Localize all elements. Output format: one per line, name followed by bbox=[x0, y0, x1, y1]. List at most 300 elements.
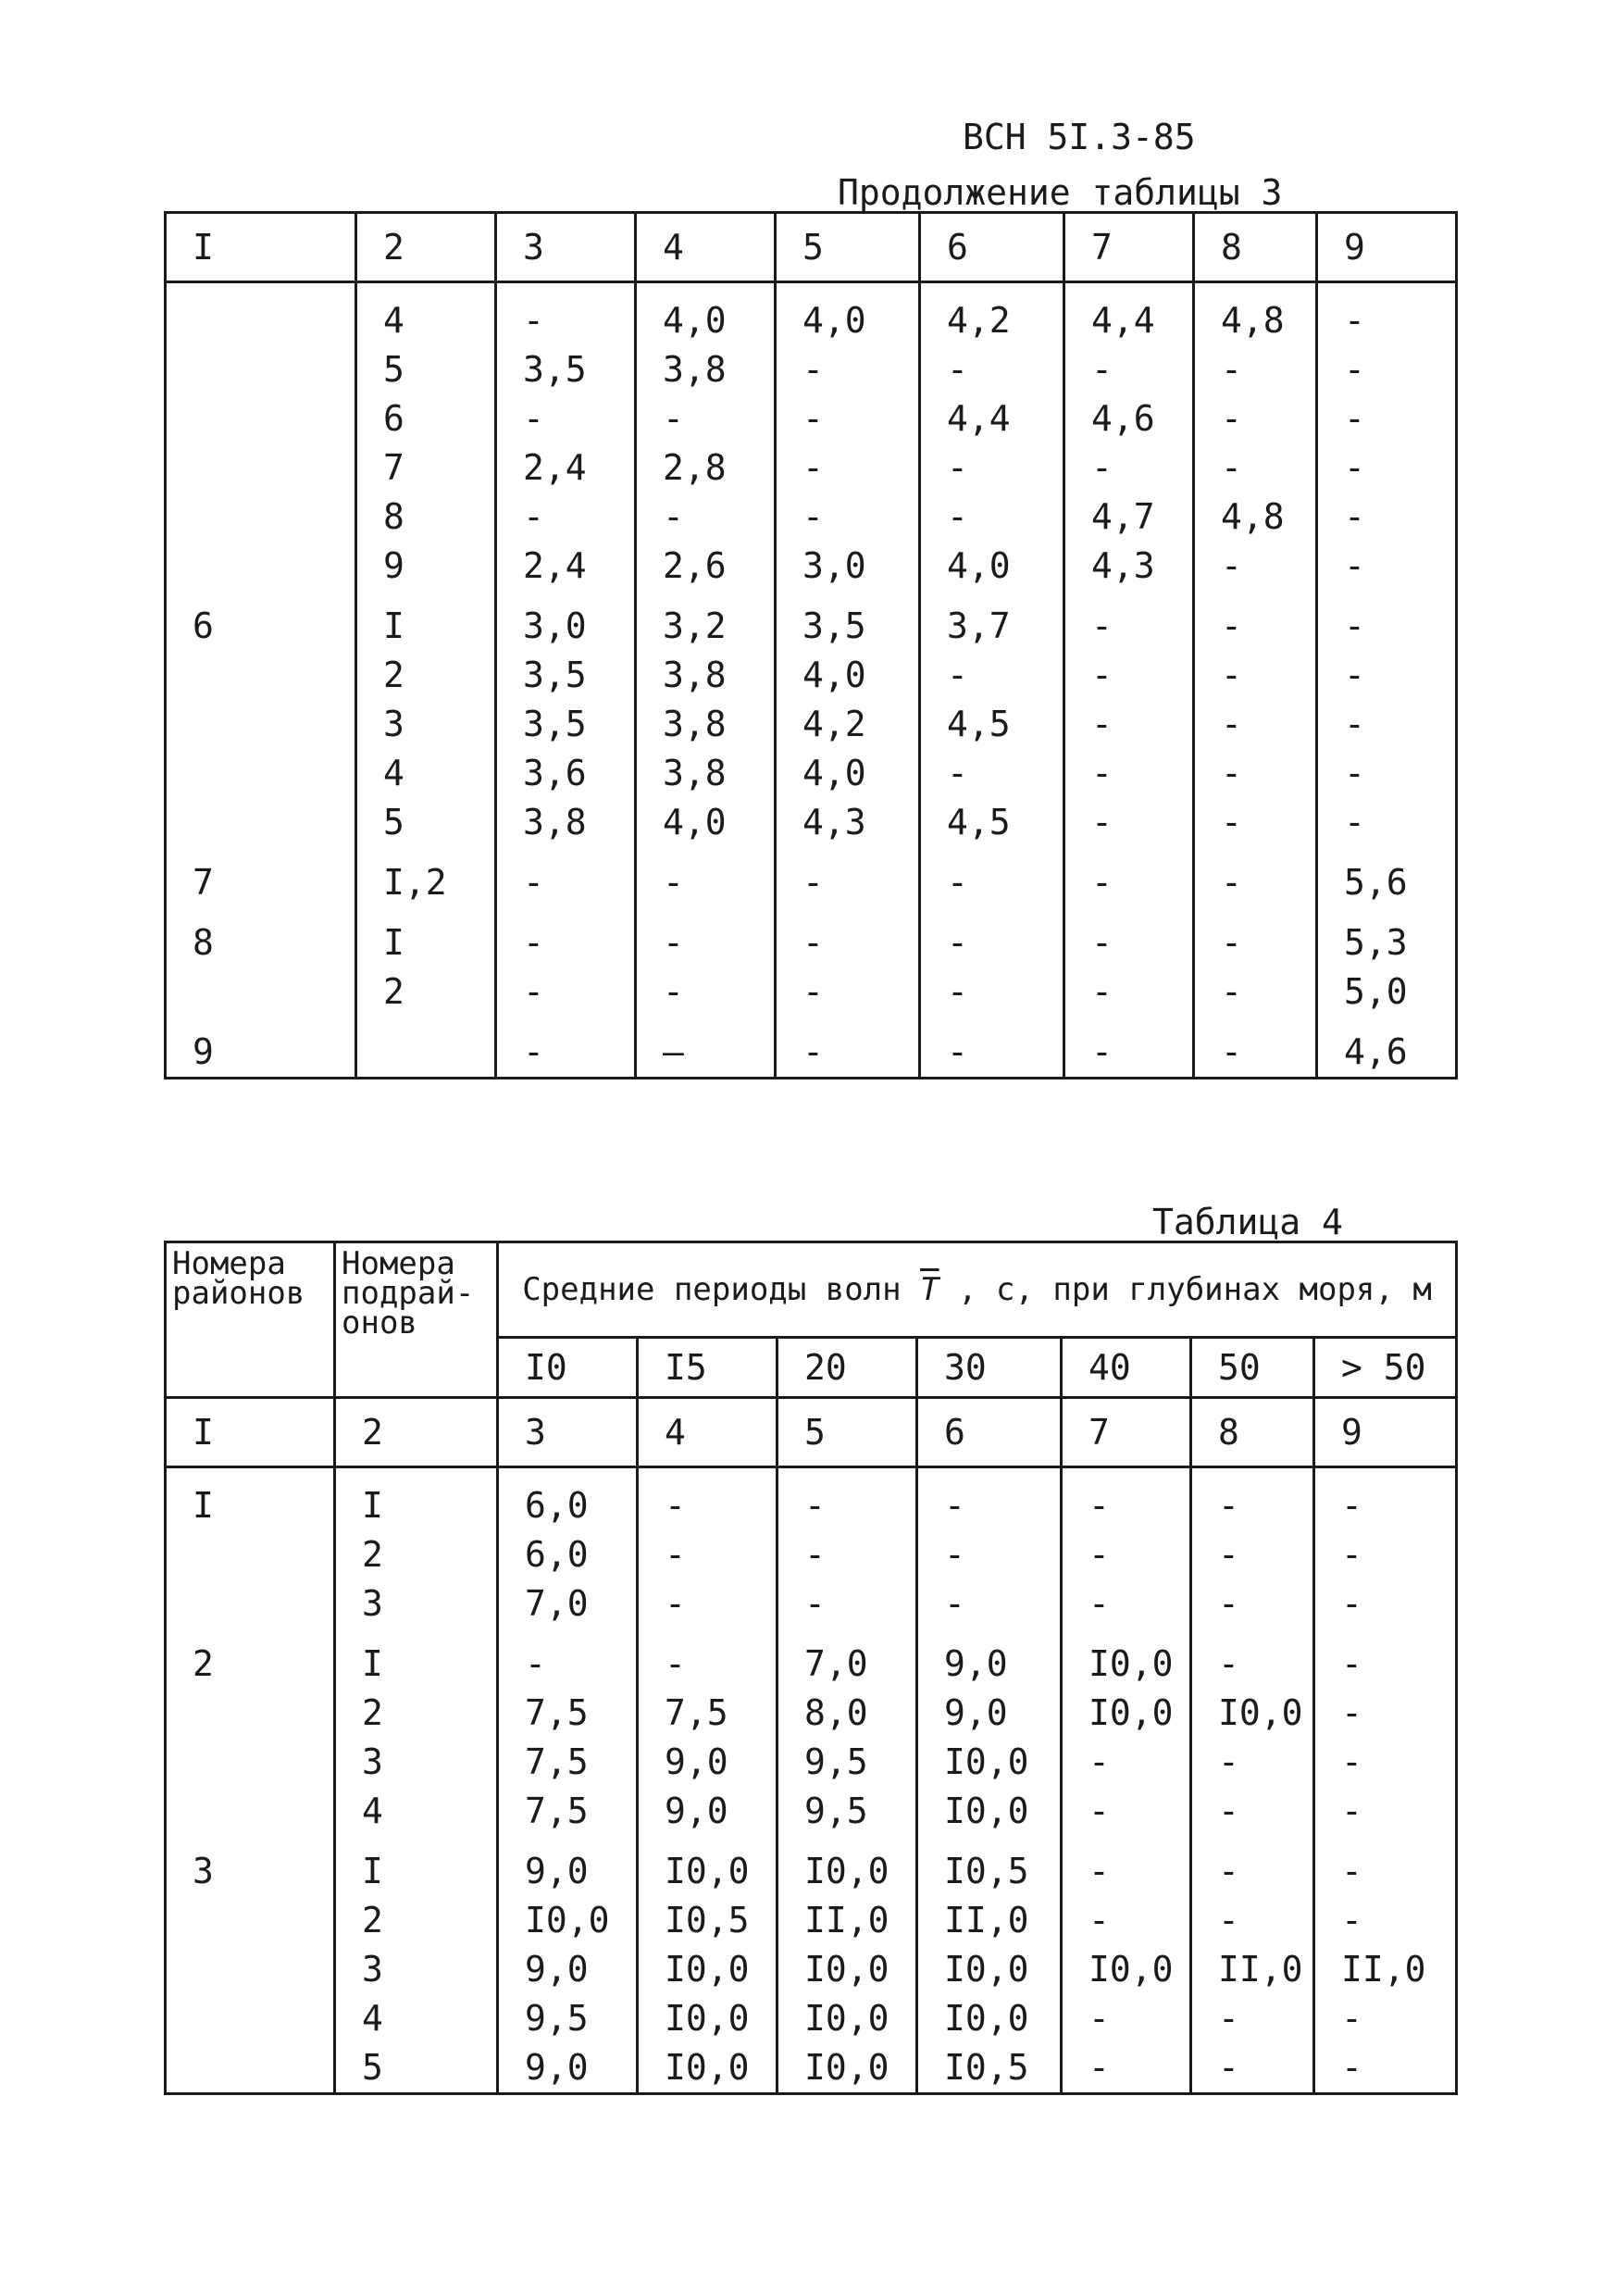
table-cell-value: I0,0 bbox=[944, 1741, 1029, 1782]
table-cell-value: - bbox=[804, 1534, 826, 1575]
table-cell-value: 4,7 bbox=[1091, 496, 1155, 537]
region-number: 2 bbox=[193, 1643, 214, 1684]
table-cell-value: 9,5 bbox=[804, 1791, 868, 1831]
table-cell-value: - bbox=[944, 1485, 965, 1526]
table-cell-value: - bbox=[523, 496, 544, 537]
table-cell-value: - bbox=[1218, 1900, 1239, 1940]
region-number: I bbox=[193, 1485, 214, 1526]
subregion-number: I,2 bbox=[383, 862, 447, 903]
region-number bbox=[193, 1945, 333, 1994]
table-cell-value: II,0 bbox=[1218, 1949, 1303, 1990]
table-cell-value: - bbox=[1218, 1791, 1239, 1831]
table-cell-value: - bbox=[1344, 349, 1365, 390]
table-cell-value: - bbox=[523, 922, 544, 963]
table-cell-value: 3,8 bbox=[663, 704, 727, 744]
value-column bbox=[498, 1467, 638, 2094]
table-cell-value: 3,7 bbox=[947, 605, 1011, 646]
table-cell-value: 2,4 bbox=[523, 447, 587, 488]
column-number: 8 bbox=[1194, 213, 1317, 282]
region-number: 8 bbox=[193, 922, 214, 963]
table-cell-value: - bbox=[804, 1583, 826, 1624]
table-cell-value: - bbox=[947, 655, 968, 695]
table-cell-value: - bbox=[1344, 802, 1365, 842]
table-cell-value: 6,0 bbox=[525, 1534, 589, 1575]
table-cell-value: - bbox=[944, 1583, 965, 1624]
table4-body bbox=[166, 1467, 1457, 2094]
value-column bbox=[1191, 1467, 1314, 2094]
table-cell-value: II,0 bbox=[1341, 1949, 1426, 1990]
subregion-number: 2 bbox=[362, 1692, 383, 1733]
region-number bbox=[193, 542, 354, 591]
subregion-number: 4 bbox=[362, 1998, 383, 2039]
table-cell-value: - bbox=[1341, 1534, 1362, 1575]
region-number: 7 bbox=[193, 862, 214, 903]
table-cell-value: - bbox=[1341, 1851, 1362, 1891]
table-cell-value: I0,0 bbox=[944, 1949, 1029, 1990]
table-cell-value: 7,5 bbox=[525, 1741, 589, 1782]
region-number: 6 bbox=[193, 605, 214, 646]
table-cell-value: - bbox=[1221, 862, 1242, 903]
table-cell-value: 9,0 bbox=[525, 1949, 589, 1990]
table-cell-value: 7,5 bbox=[665, 1692, 728, 1733]
table-cell-value: - bbox=[1088, 2047, 1110, 2088]
table4 bbox=[164, 1241, 1458, 2095]
table-cell-value: 4,0 bbox=[802, 300, 866, 341]
region-number bbox=[193, 1579, 333, 1628]
column-number: 5 bbox=[777, 1398, 917, 1467]
table-cell-value: 4,2 bbox=[802, 704, 866, 744]
table-cell-value: 3,6 bbox=[523, 753, 587, 793]
subregion-number: I bbox=[362, 1851, 383, 1891]
table-cell-value: 4,5 bbox=[947, 802, 1011, 842]
table-cell-value: - bbox=[1088, 1791, 1110, 1831]
table-cell-value: - bbox=[947, 447, 968, 488]
value-column bbox=[1317, 282, 1457, 1079]
table-cell-value: I0,0 bbox=[804, 1998, 889, 2039]
table-cell-value: 4,2 bbox=[947, 300, 1011, 341]
table-cell-value: - bbox=[1088, 1998, 1110, 2039]
value-column bbox=[1194, 282, 1317, 1079]
table-cell-value: - bbox=[802, 398, 824, 439]
table-cell-value: 7,5 bbox=[525, 1791, 589, 1831]
table-cell-value: - bbox=[663, 862, 684, 903]
table-cell-value: — bbox=[663, 1031, 684, 1072]
region-number bbox=[193, 1530, 333, 1579]
table-cell-value: 4,3 bbox=[1091, 545, 1155, 586]
document-code: ВСН 5I.3-85 bbox=[963, 117, 1196, 157]
subregion-number: 2 bbox=[383, 655, 404, 695]
table-cell-value: - bbox=[1218, 2047, 1239, 2088]
region-number: 3 bbox=[193, 1851, 214, 1891]
table-cell-value: - bbox=[1218, 1485, 1239, 1526]
table-cell-value: - bbox=[665, 1534, 686, 1575]
subregion-number: 4 bbox=[383, 753, 404, 793]
column-number: 3 bbox=[496, 213, 636, 282]
value-column bbox=[638, 1467, 777, 2094]
region-number bbox=[193, 493, 354, 542]
table-cell-value: 9,5 bbox=[525, 1998, 589, 2039]
table-cell-value: - bbox=[665, 1485, 686, 1526]
table-cell-value: 4,0 bbox=[802, 753, 866, 793]
table-cell-value: - bbox=[1221, 349, 1242, 390]
depth-header: > 50 bbox=[1314, 1338, 1457, 1398]
subregion-number bbox=[383, 1028, 494, 1077]
depth-header: 30 bbox=[917, 1338, 1062, 1398]
table-cell-value: - bbox=[1088, 1485, 1110, 1526]
value-column bbox=[1062, 1467, 1191, 2094]
table-cell-value: - bbox=[1088, 1583, 1110, 1624]
table-cell-value: - bbox=[944, 1534, 965, 1575]
subregion-column bbox=[356, 282, 496, 1079]
table-cell-value: - bbox=[947, 496, 968, 537]
column-number: 4 bbox=[638, 1398, 777, 1467]
table-cell-value: I0,0 bbox=[1088, 1949, 1174, 1990]
table-cell-value: - bbox=[1221, 704, 1242, 744]
subregion-number: 2 bbox=[362, 1900, 383, 1940]
region-number bbox=[193, 651, 354, 700]
table-cell-value: 3,0 bbox=[802, 545, 866, 586]
table-cell-value: - bbox=[523, 971, 544, 1012]
table-cell-value: 4,6 bbox=[1091, 398, 1155, 439]
table-cell-value: 5,3 bbox=[1344, 922, 1408, 963]
region-number bbox=[193, 394, 354, 443]
depth-header: 50 bbox=[1191, 1338, 1314, 1398]
table-cell-value: I0,0 bbox=[944, 1998, 1029, 2039]
subregion-column bbox=[335, 1467, 498, 2094]
column-number: 9 bbox=[1317, 213, 1457, 282]
table-cell-value: - bbox=[1341, 1485, 1362, 1526]
table-cell-value: I0,0 bbox=[1088, 1643, 1174, 1684]
table-cell-value: I0,0 bbox=[665, 2047, 750, 2088]
table-cell-value: - bbox=[1344, 545, 1365, 586]
table-cell-value: - bbox=[1341, 1998, 1362, 2039]
region-number bbox=[193, 1994, 333, 2043]
column-number: I bbox=[166, 1398, 335, 1467]
table-cell-value: 3,0 bbox=[523, 605, 587, 646]
table-cell-value: 3,8 bbox=[663, 349, 727, 390]
table-cell-value: 3,8 bbox=[523, 802, 587, 842]
column-number: 8 bbox=[1191, 1398, 1314, 1467]
table-cell-value: - bbox=[1218, 1534, 1239, 1575]
table-cell-value: - bbox=[663, 398, 684, 439]
subregion-number: 9 bbox=[383, 545, 404, 586]
region-number bbox=[193, 749, 354, 798]
table-cell-value: - bbox=[1341, 1583, 1362, 1624]
value-column bbox=[776, 282, 920, 1079]
table-cell-value: 2,4 bbox=[523, 545, 587, 586]
value-column bbox=[917, 1467, 1062, 2094]
table-cell-value: - bbox=[1221, 802, 1242, 842]
table-cell-value: - bbox=[1221, 753, 1242, 793]
column-number: 5 bbox=[776, 213, 920, 282]
table-cell-value: - bbox=[525, 1643, 546, 1684]
value-column bbox=[496, 282, 636, 1079]
table-cell-value: - bbox=[1091, 753, 1113, 793]
table-cell-value: - bbox=[1091, 971, 1113, 1012]
table-cell-value: - bbox=[947, 971, 968, 1012]
subregion-number: 2 bbox=[362, 1534, 383, 1575]
column-number: 7 bbox=[1062, 1398, 1191, 1467]
table-cell-value: - bbox=[947, 922, 968, 963]
table-cell-value: 7,5 bbox=[525, 1692, 589, 1733]
table-cell-value: - bbox=[523, 398, 544, 439]
table-cell-value: - bbox=[663, 496, 684, 537]
table-cell-value: 7,0 bbox=[525, 1583, 589, 1624]
subregion-number: 5 bbox=[362, 2047, 383, 2088]
column-number: 7 bbox=[1064, 213, 1194, 282]
table-cell-value: - bbox=[802, 971, 824, 1012]
subregion-number: 3 bbox=[383, 704, 404, 744]
table-cell-value: - bbox=[1344, 398, 1365, 439]
table4-caption: Таблица 4 bbox=[1152, 1202, 1343, 1242]
table-cell-value: I0,0 bbox=[525, 1900, 610, 1940]
table-cell-value: - bbox=[1344, 300, 1365, 341]
table-cell-value: - bbox=[947, 862, 968, 903]
region-number bbox=[193, 345, 354, 394]
column-number: 2 bbox=[335, 1398, 498, 1467]
header-period-symbol: $\overline{T}$ bbox=[920, 1271, 939, 1308]
table4-column-numbers bbox=[166, 1398, 1457, 1467]
column-number: I bbox=[166, 213, 356, 282]
table-cell-value: - bbox=[802, 349, 824, 390]
table-cell-value: 2,6 bbox=[663, 545, 727, 586]
table-cell-value: 4,0 bbox=[947, 545, 1011, 586]
table-cell-value: - bbox=[1344, 447, 1365, 488]
table-cell-value: I0,0 bbox=[1088, 1692, 1174, 1733]
header-mean-periods-prefix: Средние периоды волн bbox=[522, 1271, 902, 1308]
table-cell-value: - bbox=[1091, 922, 1113, 963]
subregion-number: I bbox=[362, 1485, 383, 1526]
table-cell-value: - bbox=[1088, 1900, 1110, 1940]
table-cell-value: I0,0 bbox=[665, 1851, 750, 1891]
table-cell-value: 3,8 bbox=[663, 655, 727, 695]
region-number bbox=[193, 1787, 333, 1836]
region-number bbox=[193, 296, 354, 345]
table-cell-value: 9,0 bbox=[665, 1791, 728, 1831]
table-cell-value: - bbox=[663, 971, 684, 1012]
subregion-number: 3 bbox=[362, 1583, 383, 1624]
table-cell-value: 9,0 bbox=[525, 1851, 589, 1891]
subregion-number: 8 bbox=[383, 496, 404, 537]
subregion-number: I bbox=[383, 922, 404, 963]
table-cell-value: - bbox=[802, 922, 824, 963]
table-cell-value: 3,5 bbox=[523, 704, 587, 744]
table-cell-value: I0,0 bbox=[804, 1949, 889, 1990]
table-cell-value: - bbox=[1341, 1791, 1362, 1831]
table-cell-value: - bbox=[1341, 2047, 1362, 2088]
table-cell-value: - bbox=[802, 1031, 824, 1072]
header-regions: Номера районов bbox=[166, 1242, 335, 1398]
table-cell-value: - bbox=[663, 922, 684, 963]
table-cell-value: I0,0 bbox=[665, 1998, 750, 2039]
table-cell-value: 2,8 bbox=[663, 447, 727, 488]
table-cell-value: I0,0 bbox=[804, 2047, 889, 2088]
table-cell-value: - bbox=[1218, 1583, 1239, 1624]
region-number bbox=[193, 967, 354, 1017]
header-mean-periods bbox=[498, 1242, 1457, 1338]
subregion-number: 7 bbox=[383, 447, 404, 488]
table-cell-value: - bbox=[1221, 545, 1242, 586]
table-cell-value: - bbox=[1091, 349, 1113, 390]
table-cell-value: - bbox=[1344, 753, 1365, 793]
table-cell-value: - bbox=[804, 1485, 826, 1526]
table-cell-value: 4,4 bbox=[947, 398, 1011, 439]
table3 bbox=[164, 211, 1458, 1079]
subregion-number: 3 bbox=[362, 1741, 383, 1782]
table-cell-value: I0,0 bbox=[1218, 1692, 1303, 1733]
table-cell-value: - bbox=[1344, 704, 1365, 744]
table-cell-value: - bbox=[1091, 802, 1113, 842]
header-subregions: Номера подрай-онов bbox=[335, 1242, 498, 1398]
table-cell-value: - bbox=[802, 447, 824, 488]
table-cell-value: II,0 bbox=[944, 1900, 1029, 1940]
table-cell-value: - bbox=[1341, 1692, 1362, 1733]
region-number bbox=[193, 1738, 333, 1787]
table-cell-value: - bbox=[665, 1643, 686, 1684]
table-cell-value: 5,6 bbox=[1344, 862, 1408, 903]
table-cell-value: - bbox=[1344, 496, 1365, 537]
table-cell-value: I0,5 bbox=[665, 1900, 750, 1940]
table-cell-value: - bbox=[802, 496, 824, 537]
table-cell-value: - bbox=[802, 862, 824, 903]
table-cell-value: - bbox=[523, 862, 544, 903]
table-cell-value: - bbox=[1221, 1031, 1242, 1072]
subregion-number: 3 bbox=[362, 1949, 383, 1990]
table-cell-value: - bbox=[947, 1031, 968, 1072]
table-cell-value: 3,2 bbox=[663, 605, 727, 646]
subregion-number: I bbox=[383, 605, 404, 646]
table-cell-value: - bbox=[1221, 922, 1242, 963]
table-cell-value: - bbox=[523, 300, 544, 341]
table-cell-value: - bbox=[1221, 605, 1242, 646]
table-cell-value: 9,0 bbox=[944, 1643, 1008, 1684]
table3-column-numbers bbox=[166, 213, 1457, 282]
table-cell-value: - bbox=[1221, 398, 1242, 439]
depth-header: 40 bbox=[1062, 1338, 1191, 1398]
table-cell-value: - bbox=[1091, 862, 1113, 903]
table-cell-value: - bbox=[1218, 1741, 1239, 1782]
table-cell-value: 4,8 bbox=[1221, 300, 1285, 341]
subregion-number: 2 bbox=[383, 971, 404, 1012]
region-number bbox=[193, 1896, 333, 1945]
table-cell-value: 8,0 bbox=[804, 1692, 868, 1733]
table-cell-value: 9,0 bbox=[944, 1692, 1008, 1733]
table-cell-value: 4,0 bbox=[663, 802, 727, 842]
table-cell-value: 5,0 bbox=[1344, 971, 1408, 1012]
subregion-number: 6 bbox=[383, 398, 404, 439]
subregion-number: 5 bbox=[383, 349, 404, 390]
subregion-number: 4 bbox=[383, 300, 404, 341]
table-cell-value: 4,8 bbox=[1221, 496, 1285, 537]
column-number: 2 bbox=[356, 213, 496, 282]
header-mean-periods-suffix: , с, при глубинах моря, м bbox=[958, 1271, 1432, 1308]
table-cell-value: - bbox=[1221, 971, 1242, 1012]
table-cell-value: I0,5 bbox=[944, 2047, 1029, 2088]
table-cell-value: I0,0 bbox=[944, 1791, 1029, 1831]
subregion-number: 4 bbox=[362, 1791, 383, 1831]
table-cell-value: - bbox=[1344, 655, 1365, 695]
table-cell-value: - bbox=[1341, 1900, 1362, 1940]
table-cell-value: - bbox=[1091, 655, 1113, 695]
table-cell-value: - bbox=[1088, 1534, 1110, 1575]
table-cell-value: - bbox=[1341, 1741, 1362, 1782]
table-cell-value: - bbox=[1218, 1643, 1239, 1684]
column-number: 9 bbox=[1314, 1398, 1457, 1467]
table3-body bbox=[166, 282, 1457, 1079]
value-column bbox=[920, 282, 1064, 1079]
table-cell-value: - bbox=[947, 349, 968, 390]
table-cell-value: - bbox=[1218, 1998, 1239, 2039]
column-number: 4 bbox=[636, 213, 776, 282]
table-cell-value: - bbox=[665, 1583, 686, 1624]
table-cell-value: 9,5 bbox=[804, 1741, 868, 1782]
region-number bbox=[193, 700, 354, 749]
table-cell-value: - bbox=[1221, 447, 1242, 488]
table4-header bbox=[166, 1242, 1457, 1338]
region-number bbox=[193, 2043, 333, 2092]
table-cell-value: 3,5 bbox=[523, 655, 587, 695]
table-cell-value: - bbox=[1218, 1851, 1239, 1891]
table3-caption: Продолжение таблицы 3 bbox=[838, 172, 1283, 213]
table-cell-value: 3,5 bbox=[523, 349, 587, 390]
table-cell-value: 4,5 bbox=[947, 704, 1011, 744]
table-cell-value: I0,0 bbox=[804, 1851, 889, 1891]
table-cell-value: - bbox=[1088, 1851, 1110, 1891]
table-cell-value: 6,0 bbox=[525, 1485, 589, 1526]
region-column bbox=[166, 1467, 335, 2094]
table-cell-value: - bbox=[1088, 1741, 1110, 1782]
table-cell-value: - bbox=[947, 753, 968, 793]
table-cell-value: I0,5 bbox=[944, 1851, 1029, 1891]
table-cell-value: 4,0 bbox=[663, 300, 727, 341]
region-column bbox=[166, 282, 356, 1079]
column-number: 6 bbox=[920, 213, 1064, 282]
column-number: 6 bbox=[917, 1398, 1062, 1467]
table-cell-value: II,0 bbox=[804, 1900, 889, 1940]
value-column bbox=[1064, 282, 1194, 1079]
table-cell-value: - bbox=[1344, 605, 1365, 646]
table-cell-value: - bbox=[1091, 1031, 1113, 1072]
region-number bbox=[193, 1689, 333, 1738]
table-cell-value: - bbox=[1221, 655, 1242, 695]
subregion-number: 5 bbox=[383, 802, 404, 842]
table-cell-value: - bbox=[1091, 605, 1113, 646]
depth-header: I0 bbox=[498, 1338, 638, 1398]
depth-header: 20 bbox=[777, 1338, 917, 1398]
table-cell-value: I0,0 bbox=[665, 1949, 750, 1990]
table-cell-value: 4,0 bbox=[802, 655, 866, 695]
table-cell-value: 3,8 bbox=[663, 753, 727, 793]
value-column bbox=[1314, 1467, 1457, 2094]
column-number: 3 bbox=[498, 1398, 638, 1467]
table-cell-value: - bbox=[1091, 447, 1113, 488]
depth-header: I5 bbox=[638, 1338, 777, 1398]
region-number: 9 bbox=[193, 1031, 214, 1072]
table-cell-value: - bbox=[1341, 1643, 1362, 1684]
table-cell-value: 4,3 bbox=[802, 802, 866, 842]
table-cell-value: 7,0 bbox=[804, 1643, 868, 1684]
subregion-number: I bbox=[362, 1643, 383, 1684]
region-number bbox=[193, 443, 354, 493]
value-column bbox=[777, 1467, 917, 2094]
table-cell-value: - bbox=[523, 1031, 544, 1072]
table-cell-value: 9,0 bbox=[525, 2047, 589, 2088]
value-column bbox=[636, 282, 776, 1079]
table-cell-value: 3,5 bbox=[802, 605, 866, 646]
table-cell-value: - bbox=[1091, 704, 1113, 744]
region-number bbox=[193, 798, 354, 847]
table-cell-value: 9,0 bbox=[665, 1741, 728, 1782]
